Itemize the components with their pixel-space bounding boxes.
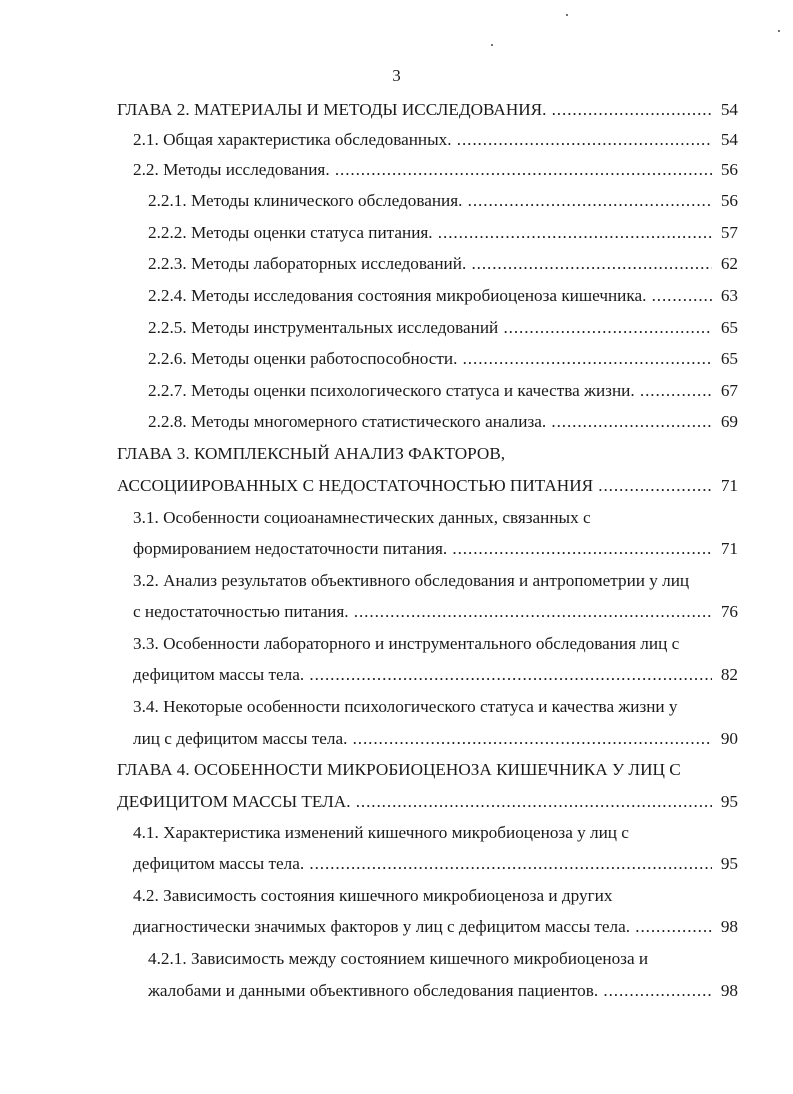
toc-entry-title: лиц с дефицитом массы тела. ..... (133, 723, 712, 754)
toc-entry-page: 95 (719, 848, 738, 879)
toc-entry-title: АССОЦИИРОВАННЫХ С НЕДОСТАТОЧНОСТЬЮ ПИТАНИЯ ..... (117, 470, 712, 501)
toc-entry-title: 2.2.3. Методы лабораторных исследований. ..... (148, 248, 712, 279)
toc-entry-title: 2.2.2. Методы оценки статуса питания. ..... (148, 217, 712, 248)
toc-entry (133, 659, 738, 690)
toc-entry (133, 817, 738, 848)
toc-entry-title: 2.2.8. Методы многомерного статистического анализа. ..... (148, 406, 712, 437)
toc-entry (148, 343, 738, 374)
toc-entry-page: 98 (719, 911, 738, 942)
toc-entry-page: 65 (719, 312, 738, 343)
toc-entry-title: 2.2.1. Методы клинического обследования. ..... (148, 185, 712, 216)
toc-entry-title: 2.2.7. Методы оценки психологического статуса и качества жизни. ..... (148, 375, 712, 406)
toc-entry-title: 2.2.5. Методы инструментальных исследований ..... (148, 312, 712, 343)
page-number: 3 (392, 66, 401, 85)
toc-entry (133, 628, 738, 659)
toc-entry-title: 2.1. Общая характеристика обследованных. ..... (133, 124, 712, 155)
toc-entry (148, 312, 738, 343)
toc-entry-title: ГЛАВА 2. МАТЕРИАЛЫ И МЕТОДЫ ИССЛЕДОВАНИЯ. ..... (117, 94, 712, 125)
toc-entry (117, 754, 738, 785)
toc-entry (133, 911, 738, 942)
toc-entry-page: 71 (719, 470, 738, 501)
scan-speck (491, 44, 493, 46)
toc-entry-title: 3.3. Особенности лабораторного и инструментального обследования лиц с (133, 634, 680, 653)
toc-entry (117, 94, 738, 125)
toc-entry (133, 691, 738, 722)
toc-entry-title: дефицитом массы тела. ..... (133, 848, 712, 879)
toc-entry (148, 975, 738, 1006)
toc-entry-title: дефицитом массы тела. ..... (133, 659, 712, 690)
toc-entry-title: 3.2. Анализ результатов объективного обследования и антропометрии у лиц (133, 571, 690, 590)
toc-entry (133, 565, 738, 596)
toc-entry-title: 4.2.1. Зависимость между состоянием кишечного микробиоценоза и (148, 949, 649, 968)
toc-entry (133, 723, 738, 754)
toc-entry (133, 533, 738, 564)
toc-entry (117, 786, 738, 817)
toc-entry (117, 438, 738, 469)
toc-entry (148, 943, 738, 974)
toc-entry-title: ГЛАВА 3. КОМПЛЕКСНЫЙ АНАЛИЗ ФАКТОРОВ, (117, 444, 506, 463)
toc-entry-page: 56 (719, 185, 738, 216)
toc-entry-title: ДЕФИЦИТОМ МАССЫ ТЕЛА. ..... (117, 786, 712, 817)
toc-entry-title: 2.2.6. Методы оценки работоспособности. ..... (148, 343, 712, 374)
toc-entry-title: 3.4. Некоторые особенности психологического статуса и качества жизни у (133, 697, 678, 716)
toc-entry (133, 154, 738, 185)
toc-entry-page: 56 (719, 154, 738, 185)
toc-entry-page: 62 (719, 248, 738, 279)
toc-entry (133, 848, 738, 879)
toc-entry-title: 2.2.4. Методы исследования состояния микробиоценоза кишечника. ..... (148, 280, 712, 311)
toc-entry-page: 54 (719, 94, 738, 125)
toc-entry-page: 82 (719, 659, 738, 690)
toc-entry-title: ГЛАВА 4. ОСОБЕННОСТИ МИКРОБИОЦЕНОЗА КИШЕЧНИКА У ЛИЦ С (117, 760, 681, 779)
toc-entry (117, 470, 738, 501)
toc-entry-title: 3.1. Особенности социоанамнестических данных, связанных с (133, 508, 591, 527)
toc-entry-title: жалобами и данными объективного обследования пациентов. ..... (148, 975, 712, 1006)
toc-entry-title: диагностически значимых факторов у лиц с дефицитом массы тела. ..... (133, 911, 712, 942)
toc-entry-title: 4.1. Характеристика изменений кишечного микробиоценоза у лиц с (133, 823, 629, 842)
toc-entry-title: с недостаточностью питания. ..... (133, 596, 712, 627)
toc-entry-title: формированием недостаточности питания. ..... (133, 533, 712, 564)
toc-entry (148, 217, 738, 248)
toc-entry (133, 124, 738, 155)
toc-entry-title: 2.2. Методы исследования. ..... (133, 154, 712, 185)
toc-entry (133, 596, 738, 627)
toc-entry-page: 54 (719, 124, 738, 155)
scan-speck (778, 30, 780, 32)
toc-entry-page: 63 (719, 280, 738, 311)
toc-entry (148, 375, 738, 406)
toc-entry-title: 4.2. Зависимость состояния кишечного микробиоценоза и других (133, 886, 613, 905)
toc-entry-page: 95 (719, 786, 738, 817)
toc-entry (148, 280, 738, 311)
toc-entry (133, 880, 738, 911)
toc-entry (148, 406, 738, 437)
toc-entry-page: 90 (719, 723, 738, 754)
toc-entry (133, 502, 738, 533)
toc-entry (148, 185, 738, 216)
toc-entry-page: 69 (719, 406, 738, 437)
toc-entry (148, 248, 738, 279)
toc-entry-page: 71 (719, 533, 738, 564)
toc-entry-page: 67 (719, 375, 738, 406)
toc-entry-page: 76 (719, 596, 738, 627)
toc-entry-page: 65 (719, 343, 738, 374)
scan-speck (566, 14, 568, 16)
toc-entry-page: 98 (719, 975, 738, 1006)
toc-entry-page: 57 (719, 217, 738, 248)
